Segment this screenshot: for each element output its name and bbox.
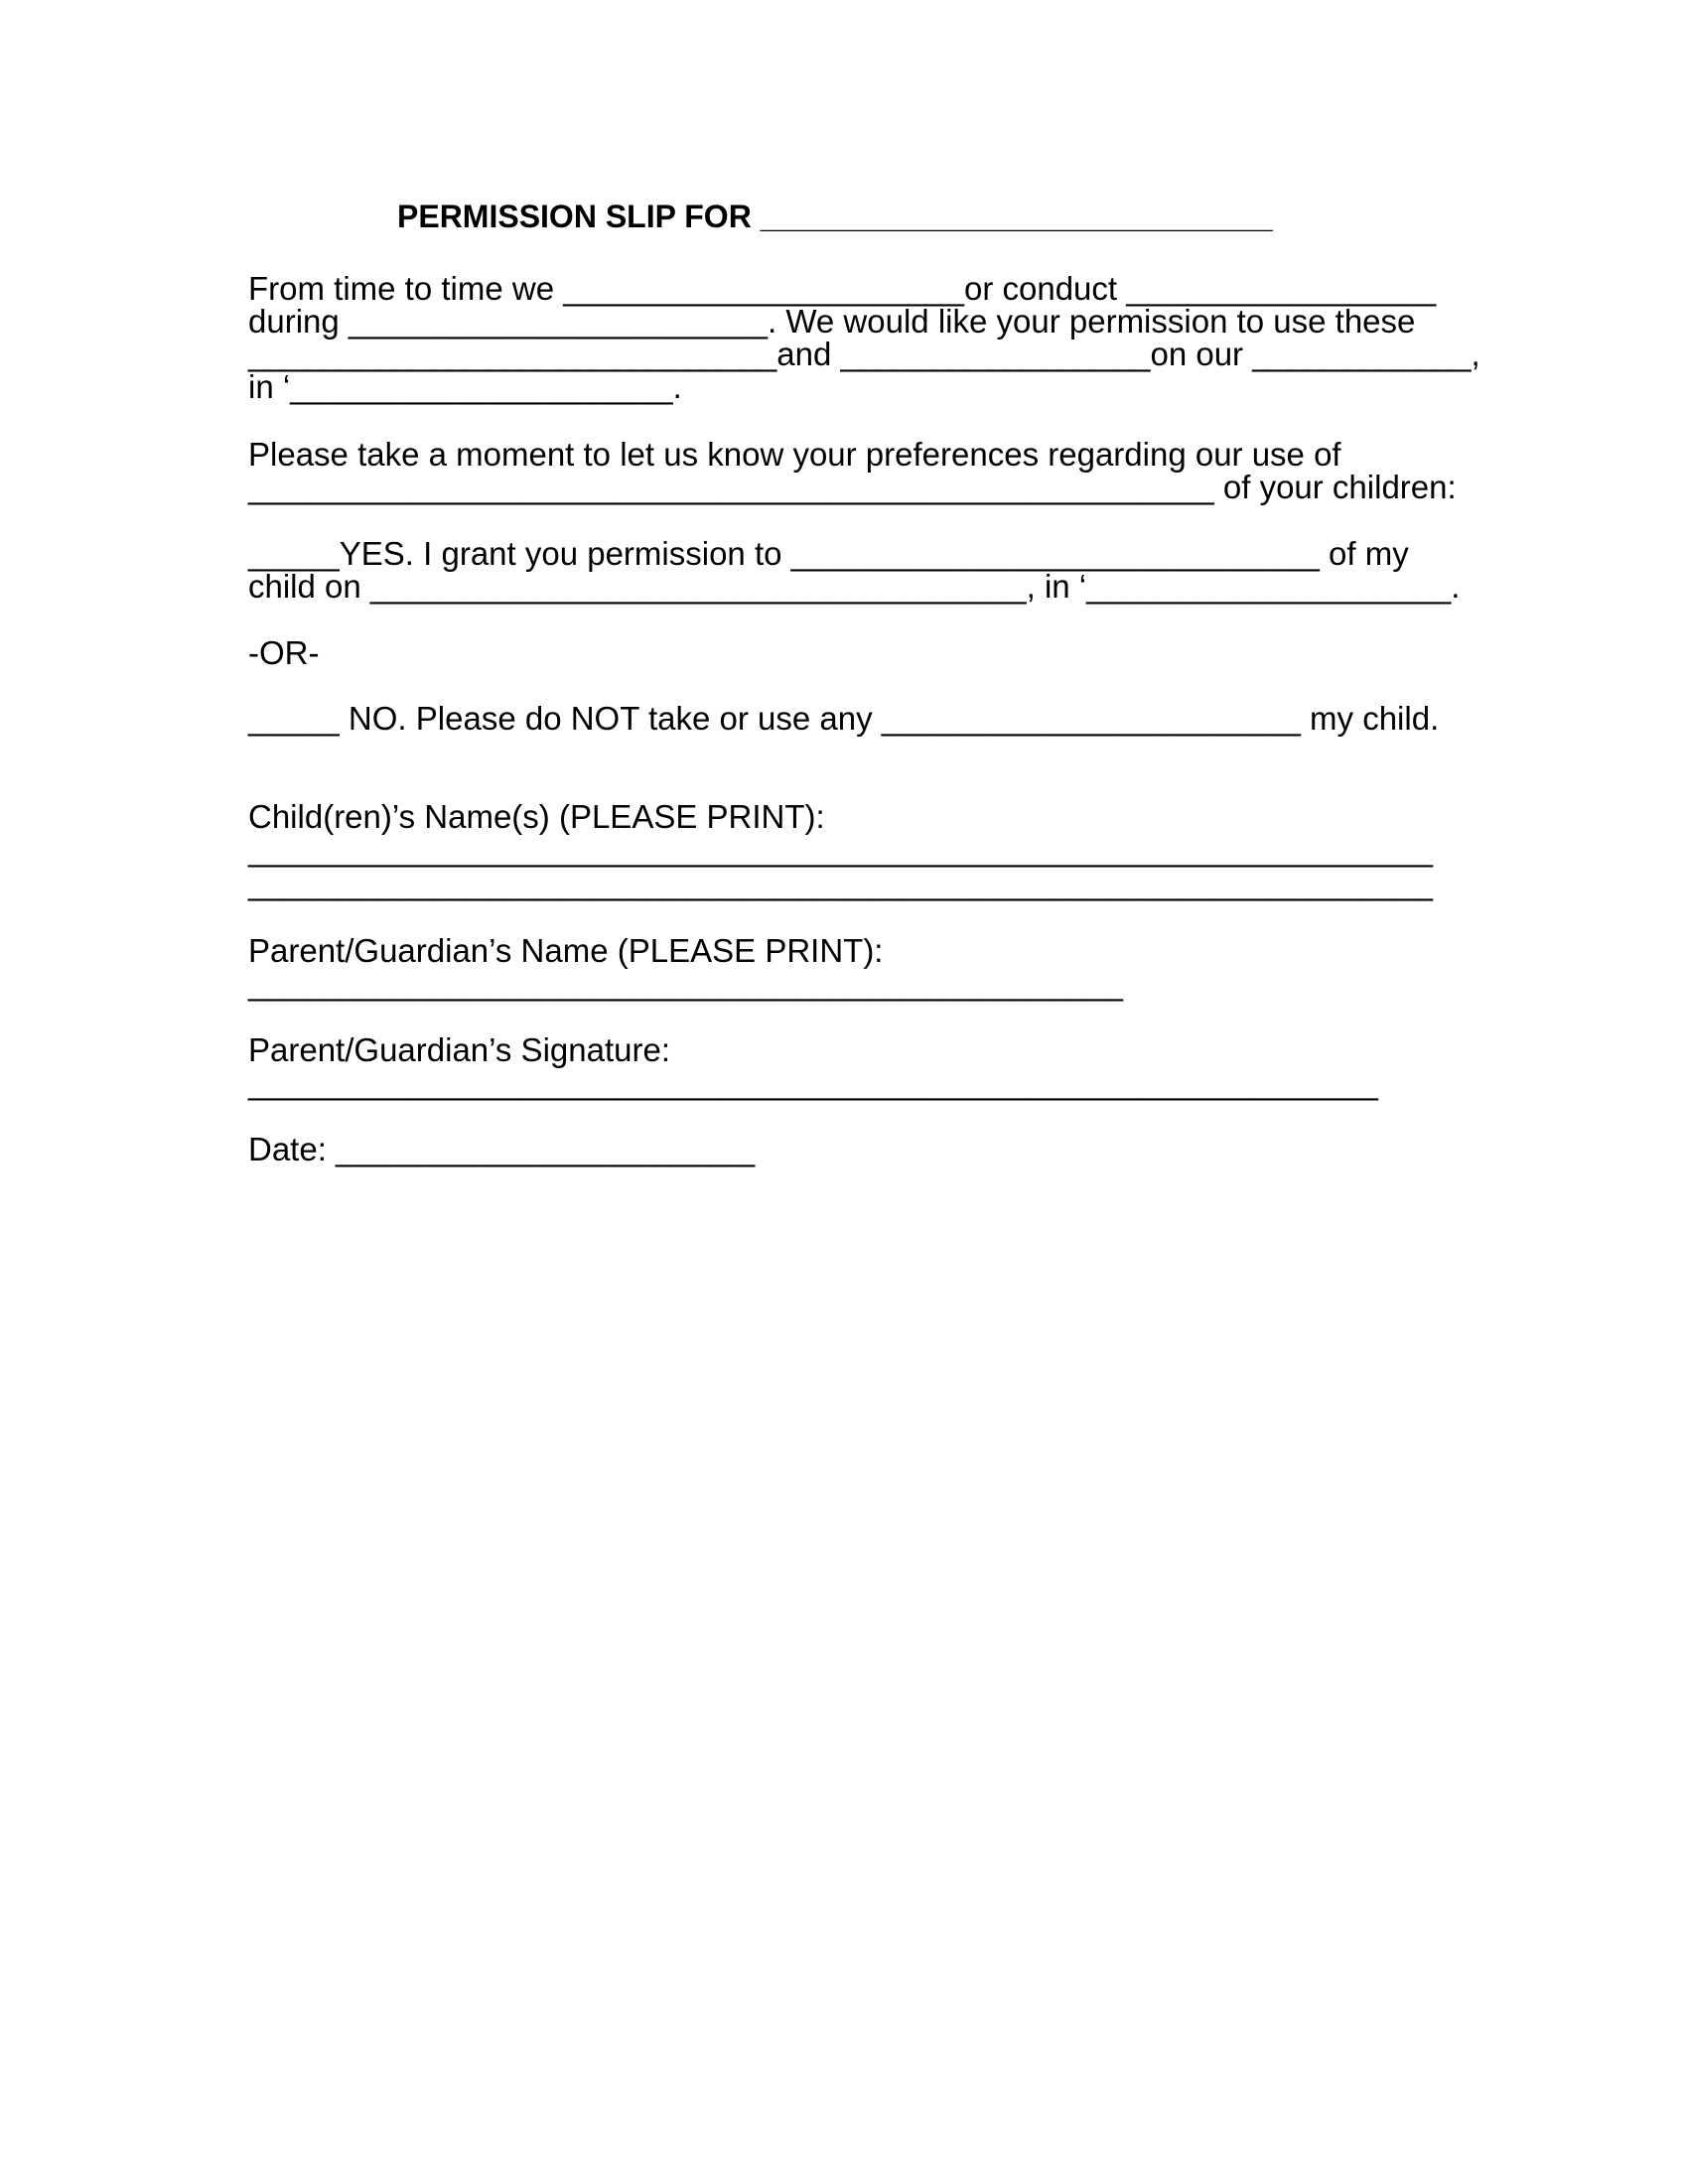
no-option: _____ NO. Please do NOT take or use any _______________________ my child.	[248, 700, 1440, 737]
preferences-line-1: Please take a moment to let us know your preferences regarding our use of	[248, 436, 1341, 473]
date-field: Date: _______________________	[248, 1131, 756, 1167]
intro-line-3: _____________________________and _________________on our ____________,	[248, 336, 1480, 372]
or-divider: -OR-	[248, 634, 320, 671]
intro-line-1: From time to time we ______________________or conduct _________________	[248, 270, 1437, 307]
yes-option-line-1: _____YES. I grant you permission to _____________________________ of my	[248, 535, 1409, 572]
guardian-name-line: ________________________________________________	[248, 965, 1123, 1002]
page-title: PERMISSION SLIP FOR _____________________________	[397, 199, 1273, 234]
preferences-line-2: _____________________________________________________ of your children:	[248, 469, 1457, 505]
guardian-signature-label: Parent/Guardian’s Signature:	[248, 1031, 670, 1068]
children-names-line-1: _________________________________________________________________	[248, 831, 1433, 868]
intro-line-4: in ‘_____________________.	[248, 368, 682, 405]
guardian-signature-line: ______________________________________________________________	[248, 1064, 1378, 1101]
intro-line-2: during _______________________. We would like your permission to use these	[248, 303, 1416, 340]
children-names-label: Child(ren)’s Name(s) (PLEASE PRINT):	[248, 798, 825, 835]
yes-option-line-2: child on ____________________________________, in ‘____________________.	[248, 568, 1461, 605]
guardian-name-label: Parent/Guardian’s Name (PLEASE PRINT):	[248, 932, 884, 969]
children-names-line-2: _________________________________________________________________	[248, 865, 1433, 901]
